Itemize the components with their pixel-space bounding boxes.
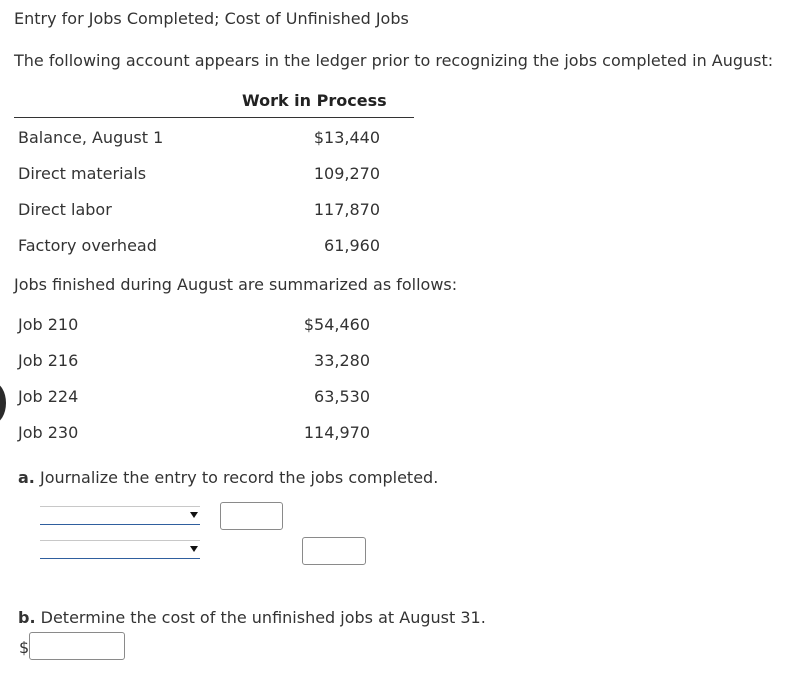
intro-text: The following account appears in the ledger prior to recognizing the jobs completed in August: <box>14 51 774 70</box>
select-top-line <box>40 506 200 507</box>
account-row-label: Factory overhead <box>18 236 157 255</box>
job-label: Job 230 <box>18 423 79 442</box>
page-title: Entry for Jobs Completed; Cost of Unfinished Jobs <box>14 9 409 28</box>
journal-account-select-debit[interactable] <box>40 506 200 525</box>
question-b-text: Determine the cost of the unfinished jobs at August 31. <box>40 608 486 627</box>
account-row-label: Balance, August 1 <box>18 128 164 147</box>
question-a <box>18 468 438 487</box>
account-row-value: 109,270 <box>313 164 380 183</box>
debit-amount-field[interactable] <box>220 502 283 530</box>
account-row-value: 61,960 <box>324 236 380 255</box>
job-label: Job 224 <box>18 387 79 406</box>
account-row-label: Direct materials <box>18 164 147 183</box>
chevron-down-icon[interactable] <box>190 546 198 552</box>
unfinished-jobs-cost-field[interactable] <box>29 632 125 660</box>
question-b-letter: b. <box>18 608 36 627</box>
side-marker <box>0 383 6 423</box>
question-b <box>18 608 486 627</box>
journal-account-select-credit[interactable] <box>40 540 200 559</box>
chevron-down-icon[interactable] <box>190 512 198 518</box>
jobs-intro-text: Jobs finished during August are summarized as follows: <box>14 275 458 294</box>
job-label: Job 210 <box>18 315 79 334</box>
job-value: 63,530 <box>314 387 370 406</box>
account-row-value: $13,440 <box>313 128 380 147</box>
job-label: Job 216 <box>18 351 79 370</box>
credit-amount-field[interactable] <box>302 537 366 565</box>
account-rule <box>14 117 414 118</box>
job-value: 114,970 <box>303 423 370 442</box>
select-top-line <box>40 540 200 541</box>
account-row-value: 117,870 <box>313 200 380 219</box>
account-heading: Work in Process <box>242 91 387 110</box>
currency-symbol: $ <box>19 638 30 657</box>
job-value: 33,280 <box>314 351 370 370</box>
job-value: $54,460 <box>303 315 370 334</box>
question-a-text: Journalize the entry to record the jobs completed. <box>39 468 439 487</box>
question-a-letter: a. <box>18 468 35 487</box>
account-row-label: Direct labor <box>18 200 112 219</box>
